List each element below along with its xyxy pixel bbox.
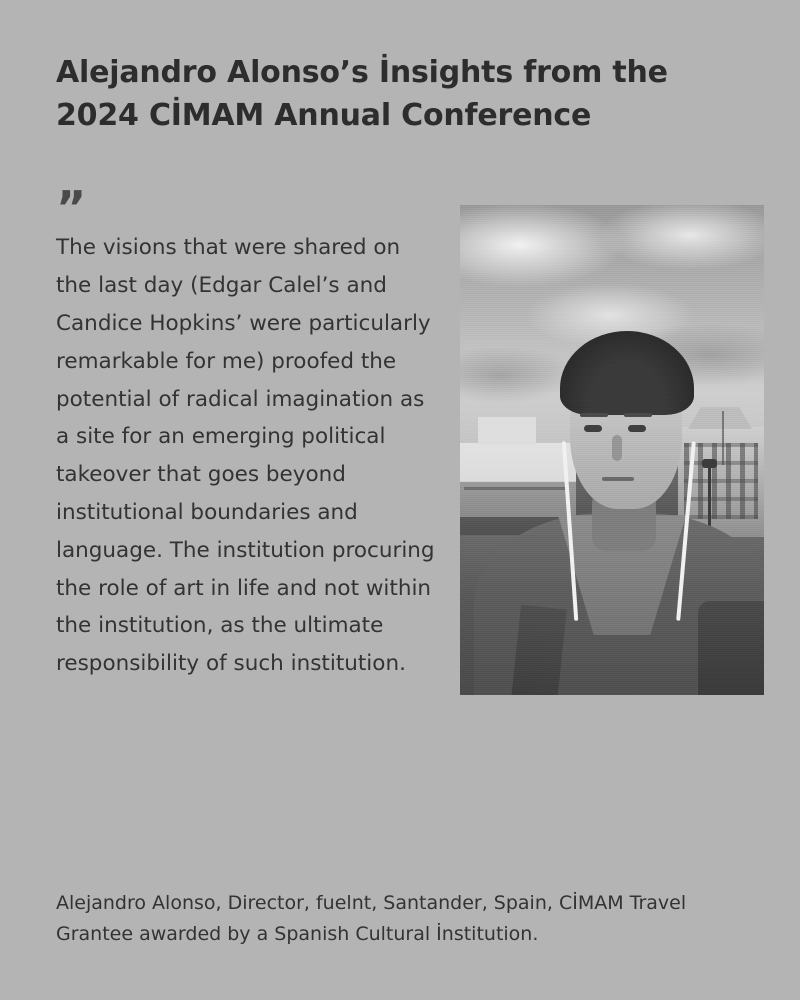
quote-column (56, 181, 448, 683)
photo-person-eyebrow (624, 413, 652, 417)
photo-person-hair (560, 331, 694, 415)
photo-person (508, 301, 748, 695)
photo-person-eyebrow (580, 413, 608, 417)
quote-and-photo-block (56, 181, 744, 695)
photo-person-eye (628, 425, 646, 432)
photo-person-mouth (602, 477, 634, 481)
photo-person-backpack (698, 601, 764, 695)
quotation-mark-icon: ” (56, 181, 86, 236)
pull-quote-text: The visions that were shared on the last day (Edgar Calel’s and Candice Hopkins’ were particularly remarkable for me) proofed the potential of radical imagination as a site for an emerging political takeover that goes beyond institutional boundaries and language. The institution procuring the role of art in life and not within the institution, as the ultimate responsibility of such institution. (56, 235, 435, 677)
photo-column (460, 195, 764, 695)
photo-credit-caption: Alejandro Alonso, Director, fuelnt, Santander, Spain, CİMAM Travel Grantee awarded by a Spanish Cultural İnstitution. (56, 892, 687, 945)
photo-person-nose (612, 435, 622, 461)
page-title: Alejandro Alonso’s İnsights from the 2024 CİMAM Annual Conference (56, 55, 668, 133)
photo-person-backpack-strap (511, 605, 567, 695)
portrait-photo-alejandro-alonso (460, 205, 764, 695)
photo-person-eye (584, 425, 602, 432)
